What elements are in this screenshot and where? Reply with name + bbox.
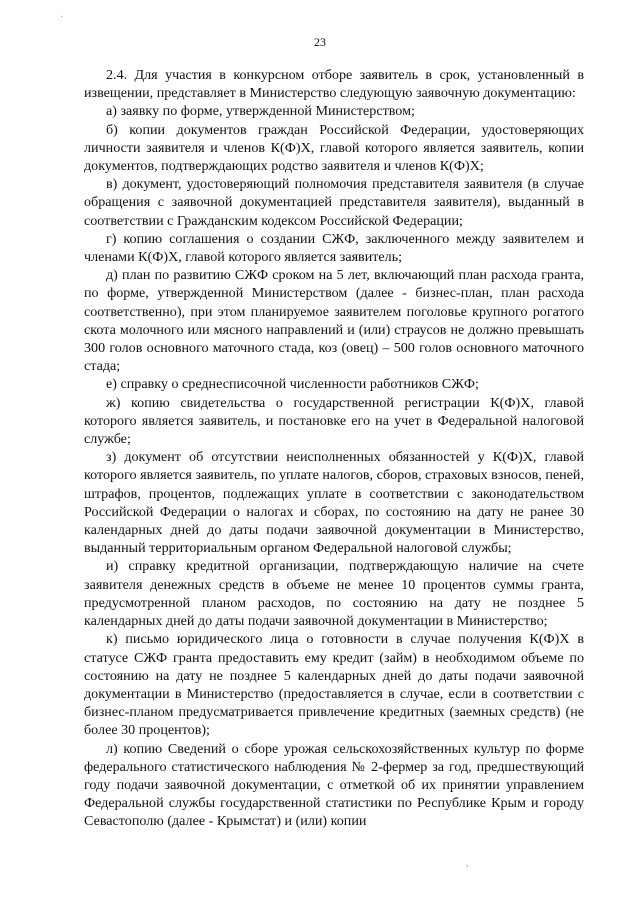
paragraph-l: л) копию Сведений о сборе урожая сельскохозяйственных культур по форме федерального статистического наблюдения № 2-фермер за год, предшествующий году подачи заявочной документации, с отметкой об их принятии управлением Федеральной службы государственной статистики по Республике Крым и городу Севастополю (далее - Крымстат) и (или) копии [84, 740, 584, 830]
scan-mark: , [466, 858, 469, 869]
paragraph-k: к) письмо юридического лица о готовности в случае получения К(Ф)Х в статусе СЖФ гранта предоставить ему кредит (займ) в необходимом объеме по состоянию на дату не позднее 5 календарных дней до даты подачи заявочной документации в Министерство (предоставляется в случае, если в соответствии с бизнес-планом предусматривается привлечение кредитных (заемных средств) (не более 30 процентов); [84, 631, 584, 739]
paragraph-a: а) заявку по форме, утвержденной Министерством; [106, 103, 415, 120]
paragraph-i: и) справку кредитной организации, подтверждающую наличие на счете заявителя денежных средств в объеме не менее 10 процентов суммы гранта, предусмотренной планом расходов, по состоянию на дату не позднее 5 календарных дней до даты подачи заявочной документации в Министерство; [84, 558, 584, 630]
paragraph-v: в) документ, удостоверяющий полномочия представителя заявителя (в случае обращения с заявочной документацией представителя заявителя), выданный в соответствии с Гражданским кодексом Российской Федерации; [84, 176, 584, 229]
paragraph-2-4: 2.4. Для участия в конкурсном отборе заявитель в срок, установленный в извещении, представляет в Министерство следующую заявочную документацию: [84, 67, 584, 102]
page-number: 23 [314, 35, 326, 49]
document-body [84, 66, 584, 831]
paragraph-b: б) копии документов граждан Российской Федерации, удостоверяющих личности заявителя и членов К(Ф)Х, главой которого является заявитель, копии документов, подтверждающих родство заявителя и членов К(Ф)Х; [84, 121, 584, 175]
paragraph-z: з) документ об отсутствии неисполненных обязанностей у К(Ф)Х, главой которого является заявитель, по уплате налогов, сборов, страховых взносов, пеней, штрафов, процентов, подлежащих уплате в соответствии с законодательством Российской Федерации о налогах и сборах, по состоянию на дату не ранее 30 календарных дней до даты подачи заявочной документации в Министерство, выданный территориальным органом Федеральной налоговой службы; [84, 449, 584, 557]
paragraph-e: е) справку о среднесписочной численности работников СЖФ; [106, 376, 479, 393]
paragraph-g: г) копию соглашения о создании СЖФ, заключенного между заявителем и членами К(Ф)Х, главой которого является заявитель; [84, 230, 584, 266]
paragraph-d: д) план по развитию СЖФ сроком на 5 лет, включающий план расхода гранта, по форме, утвержденной Министерством (далее - бизнес-план, план расхода соответственно), при этом планируемое заявителем поголовье крупного рогатого скота молочного или мясного направлений и (или) страусов не должно превышать 300 голов основного маточного стада, коз (овец) – 500 голов основного маточного стада; [84, 267, 584, 375]
scan-mark: · [60, 12, 64, 23]
paragraph-zh: ж) копию свидетельства о государственной регистрации К(Ф)Х, главой которого является заявитель, и постановке его на учет в Федеральной налоговой службе; [84, 394, 584, 448]
